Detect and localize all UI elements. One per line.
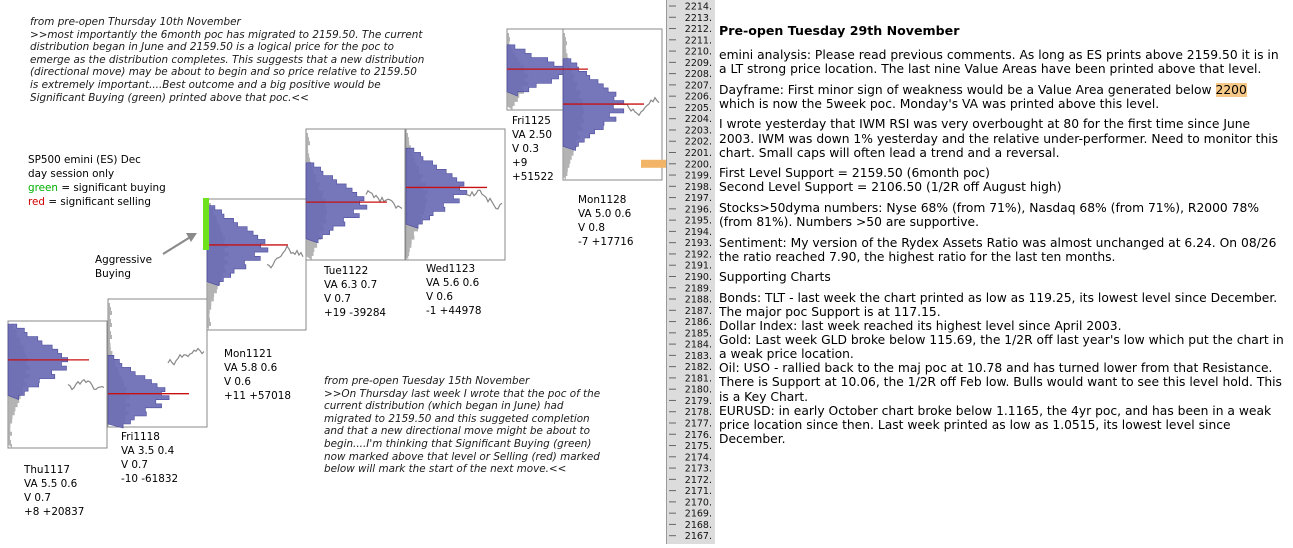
market-oil: Oil: USO - rallied back to the maj poc at 10.78 and has turned lower from that Resistance. There is Support at 10.06, the 1/2R off Feb low. Bulls would want to see this level hold. This is a Key Chart.	[719, 361, 1282, 404]
session-thu1117	[8, 321, 107, 448]
session-label-tue1122	[324, 264, 386, 320]
price-tick-label: 2189.	[684, 283, 712, 295]
note-line: below will mark the start of the next move.<<	[324, 463, 567, 476]
legend-red-text: = significant selling	[45, 196, 151, 208]
session-delta: -1 +44978	[426, 305, 482, 317]
price-tick-label: 2211.	[684, 35, 712, 47]
session-name: Fri1125	[512, 115, 551, 127]
price-tick-label: 2190.	[684, 271, 712, 283]
note-line: current distribution (which began in June) had	[324, 400, 564, 413]
price-tick-label: 2214.	[684, 1, 712, 13]
price-tick-label: 2179.	[684, 395, 712, 407]
market-dollar: Dollar Index: last week reached its highest level since April 2003.	[719, 319, 1122, 334]
session-label-wed1123	[426, 262, 481, 318]
note-line: and that a new directional move might be about to	[324, 425, 590, 438]
market-gold: Gold: Last week GLD broke below 115.69, the 1/2R off last year's low which put the chart in a weak price location.	[719, 333, 1284, 362]
annotation-arrow-shaft	[163, 236, 192, 254]
session-delta: -7 +17716	[578, 236, 634, 248]
note-line: now marked above that level or Selling (red) marked	[324, 450, 600, 463]
note-line: (directional move) may be about to begin and so price relative to 2159.50	[30, 66, 417, 79]
commentary-dayframe	[719, 83, 1285, 111]
price-tick-label: 2206.	[684, 91, 712, 103]
legend-red-word: red	[28, 196, 46, 208]
commentary-supporting-heading: Supporting Charts	[719, 270, 831, 285]
price-tick-label: 2183.	[684, 350, 712, 362]
price-tick-label: 2188.	[684, 294, 712, 306]
price-tick-label: 2182.	[684, 362, 712, 374]
session-delta: +8 +20837	[24, 506, 85, 518]
session-v: V 0.6	[426, 291, 453, 303]
note-line: from pre-open Thursday 10th November	[30, 16, 241, 28]
commentary-title: Pre-open Tuesday 29th November	[719, 23, 960, 38]
price-axis-svg	[667, 0, 715, 544]
price-tick-label: 2195.	[684, 215, 712, 227]
price-tick-label: 2194.	[684, 226, 712, 238]
note-line: from pre-open Tuesday 15th November	[324, 375, 530, 387]
session-label-fri1118	[121, 430, 178, 486]
session-wed1123	[406, 129, 505, 260]
market-eurusd: EURUSD: in early October chart broke below 1.1165, the 4yr poc, and has been in a weak price location since then. Last week printed as low as 1.0515, its lowest level since December.	[719, 403, 1272, 446]
legend-green-text: = significant buying	[58, 182, 166, 194]
price-tick-label: 2178.	[684, 407, 712, 419]
price-tick-label: 2202.	[684, 136, 712, 148]
price-tick-label: 2180.	[684, 384, 712, 396]
support-first: First Level Support = 2159.50 (6month poc)	[719, 166, 990, 181]
session-va: VA 5.8 0.6	[224, 362, 278, 374]
session-label-fri1125	[512, 114, 554, 184]
price-tick-label: 2198.	[684, 181, 712, 193]
price-tick-label: 2212.	[684, 24, 712, 36]
session-v: V 0.8	[578, 222, 605, 234]
price-tick-label: 2172.	[684, 474, 712, 486]
significant-buying-marker	[203, 198, 209, 250]
chart-legend	[28, 153, 166, 209]
session-va: VA 3.5 0.4	[121, 445, 175, 457]
highlight-2200: 2200	[1215, 82, 1247, 97]
price-tick-label: 2200.	[684, 159, 712, 171]
note-line: emerge as the distribution completes. This suggests that a new distribution	[30, 53, 425, 66]
price-tick-label: 2204.	[684, 114, 712, 126]
session-name: Tue1122	[324, 265, 369, 277]
session-delta-2: +51522	[512, 171, 554, 183]
price-tick-label: 2184.	[684, 339, 712, 351]
legend-red-item	[28, 195, 166, 209]
dayframe-text-a: Dayframe: First minor sign of weakness would be a Value Area generated below	[719, 82, 1216, 97]
note-line: distribution began in June and 2159.50 is a logical price for the poc to	[30, 41, 394, 54]
annotation-line-1: Aggressive	[95, 254, 152, 266]
price-tick-label: 2187.	[684, 305, 712, 317]
legend-subtitle: day session only	[28, 168, 115, 180]
session-va: VA 5.5 0.6	[24, 478, 78, 490]
session-va: VA 5.6 0.6	[426, 277, 480, 289]
session-delta: +19 -39284	[324, 307, 387, 319]
session-mon1121	[207, 199, 306, 330]
price-tick-label: 2171.	[684, 486, 712, 498]
price-tick-label: 2186.	[684, 317, 712, 329]
session-va: VA 2.50	[512, 129, 552, 141]
note-line: >>most importantly the 6month poc has migrated to 2159.50. The current	[30, 28, 423, 41]
price-tick-label: 2181.	[684, 373, 712, 385]
price-tick-label: 2167.	[684, 531, 712, 543]
commentary-sentiment: Sentiment: My version of the Rydex Assets Ratio was almost unchanged at 6.24. On 08/26 the ratio reached 7.90, the highest ratio for the last ten months.	[719, 235, 1277, 264]
note-line: is extremely important....Best outcome and a big positive would be	[30, 78, 381, 91]
price-tick-label: 2176.	[684, 429, 712, 441]
annotation-line-2: Buying	[95, 268, 131, 280]
session-v: V 0.6	[224, 376, 251, 388]
note-line: begin....I'm thinking that Significant Buying (green)	[324, 437, 592, 450]
price-tick-label: 2168.	[684, 519, 712, 531]
dayframe-text-b: which is now the 5week poc. Monday's VA was printed above this level.	[719, 96, 1160, 111]
note-pre-open-thursday	[30, 16, 424, 104]
session-delta: -10 -61832	[121, 473, 179, 485]
price-tick-label: 2185.	[684, 328, 712, 340]
price-tick-label: 2201.	[684, 148, 712, 160]
session-v: V 0.7	[324, 293, 351, 305]
price-tick-label: 2197.	[684, 193, 712, 205]
session-name: Wed1123	[426, 263, 476, 275]
note-pre-open-tuesday	[324, 375, 600, 476]
session-name: Fri1118	[121, 431, 160, 443]
session-name: Mon1128	[578, 194, 627, 206]
price-tick-label: 2207.	[684, 80, 712, 92]
note-line: migrated to 2159.50 and this suggeted completion	[324, 412, 590, 425]
legend-green-word: green	[28, 182, 59, 194]
session-v: V 0.3	[512, 143, 539, 155]
price-tick-label: 2199.	[684, 170, 712, 182]
session-label-mon1128	[578, 193, 633, 249]
price-tick-label: 2170.	[684, 497, 712, 509]
price-tick-label: 2208.	[684, 69, 712, 81]
price-tick-label: 2191.	[684, 260, 712, 272]
legend-green-item	[28, 181, 166, 195]
price-tick-label: 2213.	[684, 12, 712, 24]
session-v: V 0.7	[24, 492, 51, 504]
price-tick-label: 2175.	[684, 441, 712, 453]
commentary-emini: emini analysis: Please read previous comments. As long as ES prints above 2159.50 it is in a LT strong price location. The last nine Value Areas have been printed above that level.	[719, 48, 1279, 77]
session-delta: +9	[512, 157, 528, 169]
session-name: Mon1121	[224, 348, 273, 360]
session-name: Thu1117	[24, 464, 70, 476]
price-tick-label: 2203.	[684, 125, 712, 137]
session-label-thu1117	[24, 463, 84, 519]
session-tue1122	[306, 129, 405, 260]
legend-title: SP500 emini (ES) Dec	[28, 154, 141, 166]
price-tick-label: 2193.	[684, 238, 712, 250]
price-tick-label: 2196.	[684, 204, 712, 216]
price-tick-label: 2173.	[684, 463, 712, 475]
commentary-panel	[719, 24, 1285, 452]
commentary-markets	[719, 291, 1285, 446]
support-second: Second Level Support = 2106.50 (1/2R off August high)	[719, 180, 1062, 195]
note-line: >>On Thursday last week I wrote that the poc of the	[324, 387, 601, 400]
commentary-stocks: Stocks>50dyma numbers: Nyse 68% (from 71%), Nasdaq 68% (from 71%), R2000 78% (from 81%). Numbers >50 are supportive.	[719, 200, 1259, 230]
price-tick-label: 2169.	[684, 508, 712, 520]
aggressive-buying-label	[95, 253, 152, 281]
session-va: VA 6.3 0.7	[324, 279, 378, 291]
market-bonds: Bonds: TLT - last week the chart printed as low as 119.25, its lowest level since December. The major poc Support is at 117.15.	[719, 290, 1278, 319]
commentary-support	[719, 166, 1285, 194]
price-axis	[666, 0, 715, 544]
session-v: V 0.7	[121, 459, 148, 471]
commentary-iwm: I wrote yesterday that IWM RSI was very overbought at 80 for the first time since June 2003. IWM was down 1% yesterday and the relative under-performer. Need to monitor this chart. Small caps will often lead a trend and a reversal.	[719, 117, 1279, 160]
price-tick-label: 2174.	[684, 452, 712, 464]
session-va: VA 5.0 0.6	[578, 208, 632, 220]
price-tick-label: 2209.	[684, 57, 712, 69]
session-label-mon1121	[224, 347, 291, 403]
note-line: Significant Buying (green) printed above that poc.<<	[30, 91, 309, 104]
session-fri1118	[108, 299, 207, 428]
price-tick-label: 2177.	[684, 418, 712, 430]
price-tick-label: 2192.	[684, 249, 712, 261]
session-delta: +11 +57018	[224, 390, 291, 402]
price-tick-label: 2205.	[684, 102, 712, 114]
price-tick-label: 2210.	[684, 46, 712, 58]
